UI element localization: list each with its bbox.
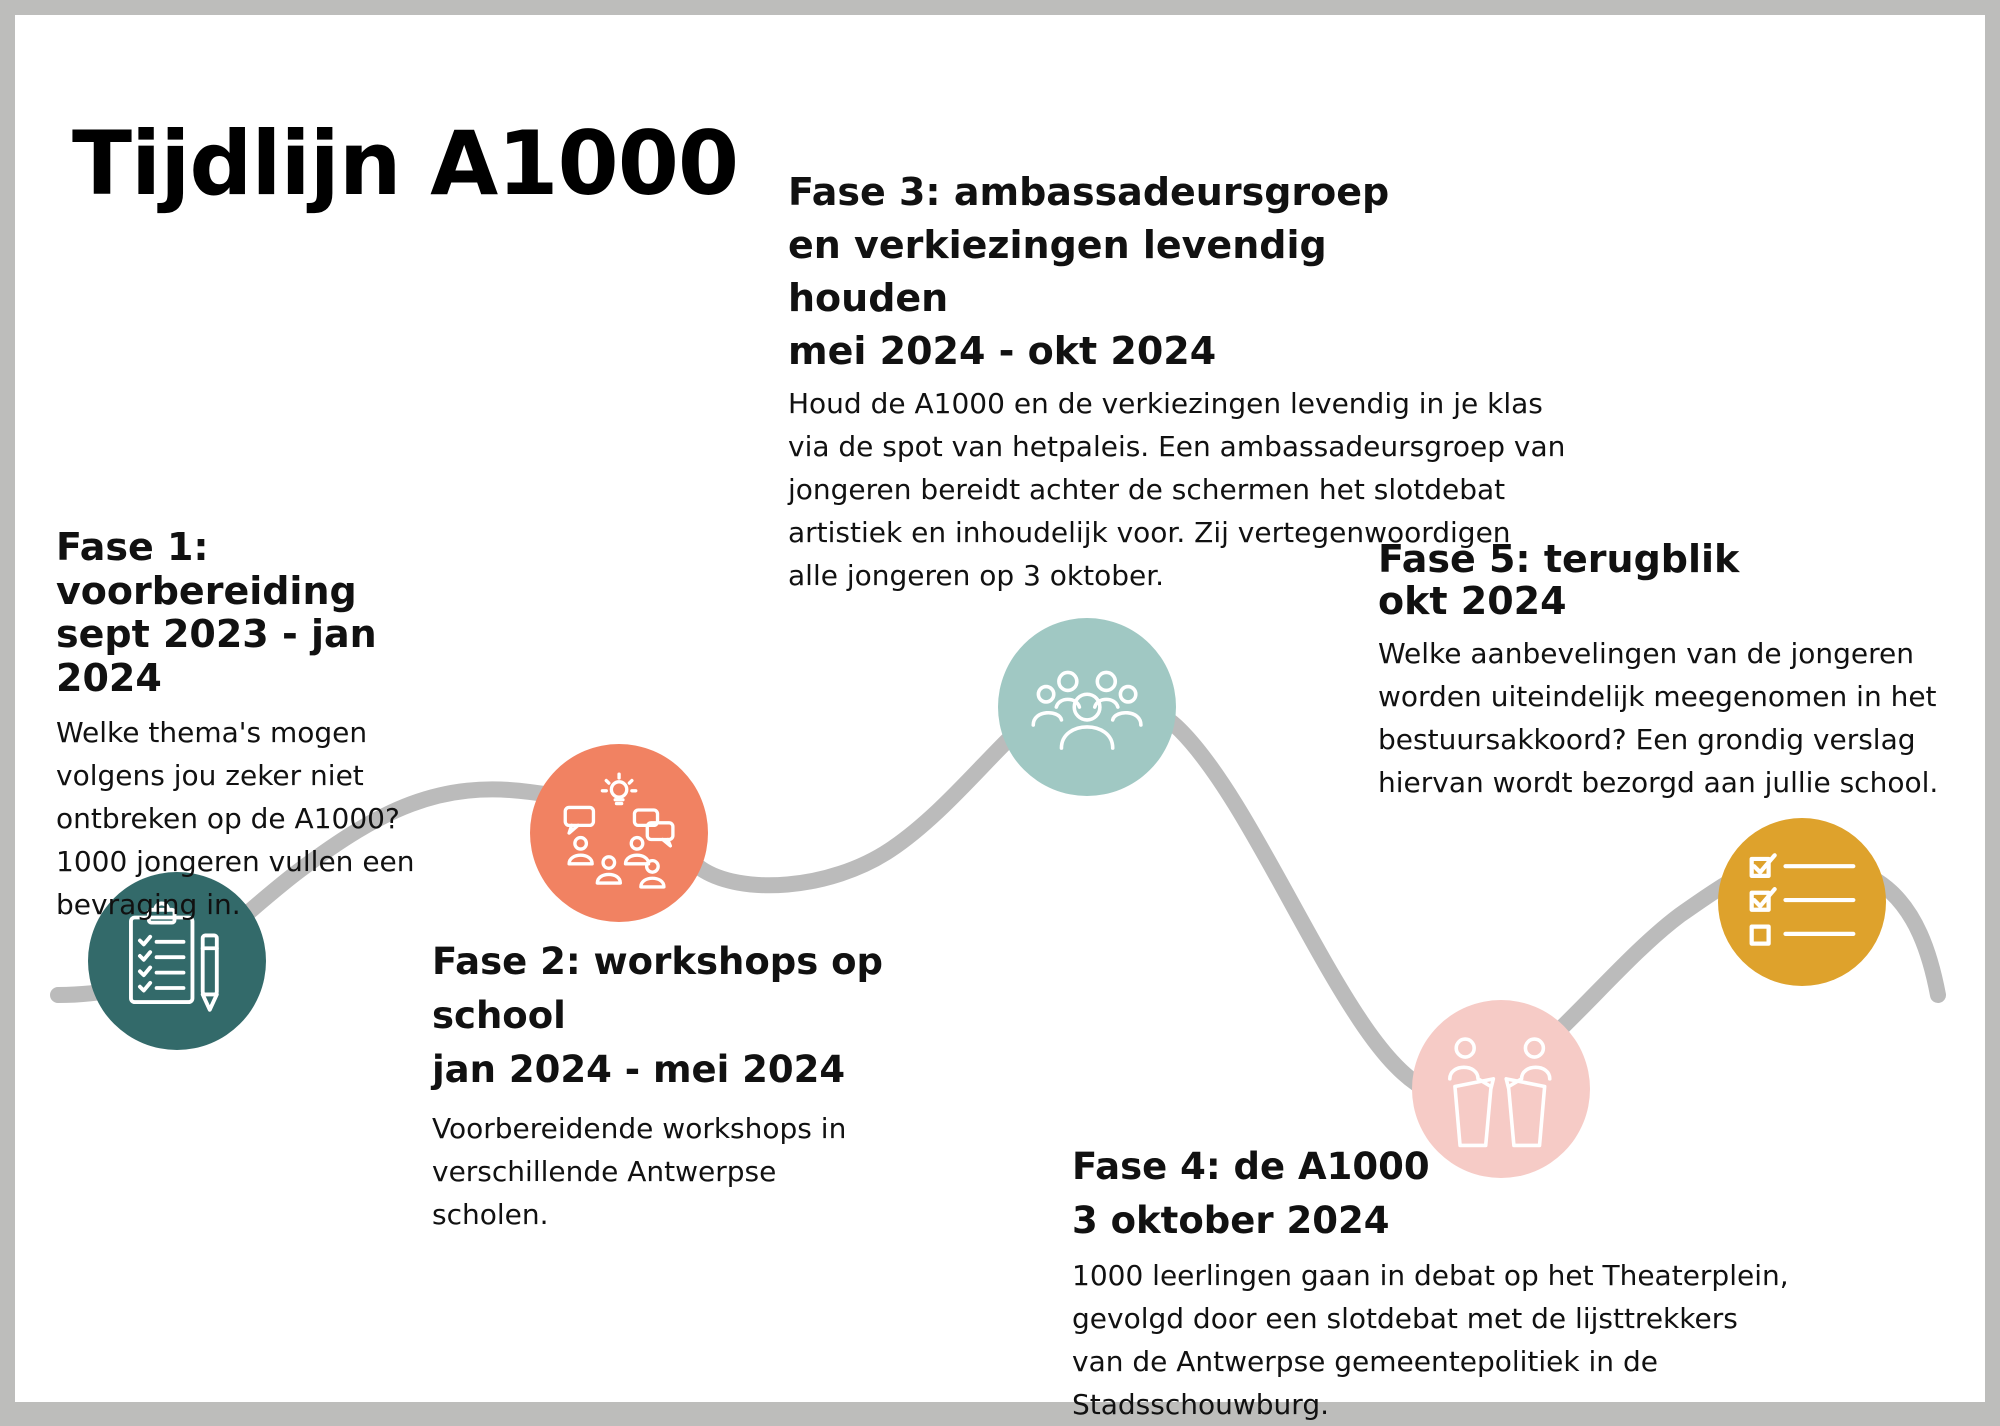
phase-4-date: 3 oktober 2024 [1072, 1199, 1390, 1242]
phase-5-node [1718, 818, 1886, 986]
phase-4-text [1072, 1140, 1792, 1426]
phase-2-description: Voorbereidende workshops in verschillende Antwerpse scholen. [432, 1112, 847, 1231]
page-title: Tijdlijn A1000 [72, 112, 739, 215]
phase-1-description: Welke thema's mogen volgens jou zeker niet ontbreken op de A1000? 1000 jongeren vullen een bevraging in. [56, 715, 415, 921]
phase-1-text [56, 526, 456, 926]
phase-3-text [788, 166, 1568, 597]
phase-4-description: 1000 leerlingen gaan in debat op het Theaterplein, gevolgd door een slotdebat met de lijsttrekkers van de Antwerpse gemeentepolitiek in de Stadsschouwburg. [1072, 1259, 1789, 1421]
checklist-icon [1742, 842, 1863, 963]
phase-5-description: Welke aanbevelingen van de jongeren worden uiteindelijk meegenomen in het bestuursakkoord? Een grondig verslag hiervan wordt bezorgd aan jullie school. [1378, 637, 1939, 799]
phase-2-text [432, 935, 992, 1236]
phase-3-node [998, 618, 1176, 796]
phase-5-title: Fase 5: terugblik [1378, 537, 1740, 581]
phase-2-node [530, 744, 708, 922]
phase-1-date: sept 2023 - jan 2024 [56, 612, 377, 701]
people-group-icon [1023, 643, 1151, 771]
debate-podium-icon [1437, 1025, 1565, 1153]
phase-3-title: Fase 3: ambassadeursgroep en verkiezingen levendig houden [788, 170, 1390, 320]
phase-4-title: Fase 4: de A1000 [1072, 1145, 1430, 1188]
phase-3-date: mei 2024 - okt 2024 [788, 329, 1217, 373]
phase-2-date: jan 2024 - mei 2024 [432, 1048, 846, 1091]
phase-1-title: Fase 1: voorbereiding [56, 525, 357, 613]
phase-3-description: Houd de A1000 en de verkiezingen levendig in je klas via de spot van hetpaleis. Een ambassadeursgroep van jongeren bereidt achter de schermen het slotdebat artistiek en inhoudelijk voor. Zij vertegenwoordigen alle jongeren op 3 oktober. [788, 387, 1566, 592]
phase-5-text [1378, 538, 1958, 804]
group-discussion-icon [555, 769, 683, 897]
phase-5-date: okt 2024 [1378, 579, 1567, 623]
phase-2-title: Fase 2: workshops op school [432, 940, 884, 1037]
